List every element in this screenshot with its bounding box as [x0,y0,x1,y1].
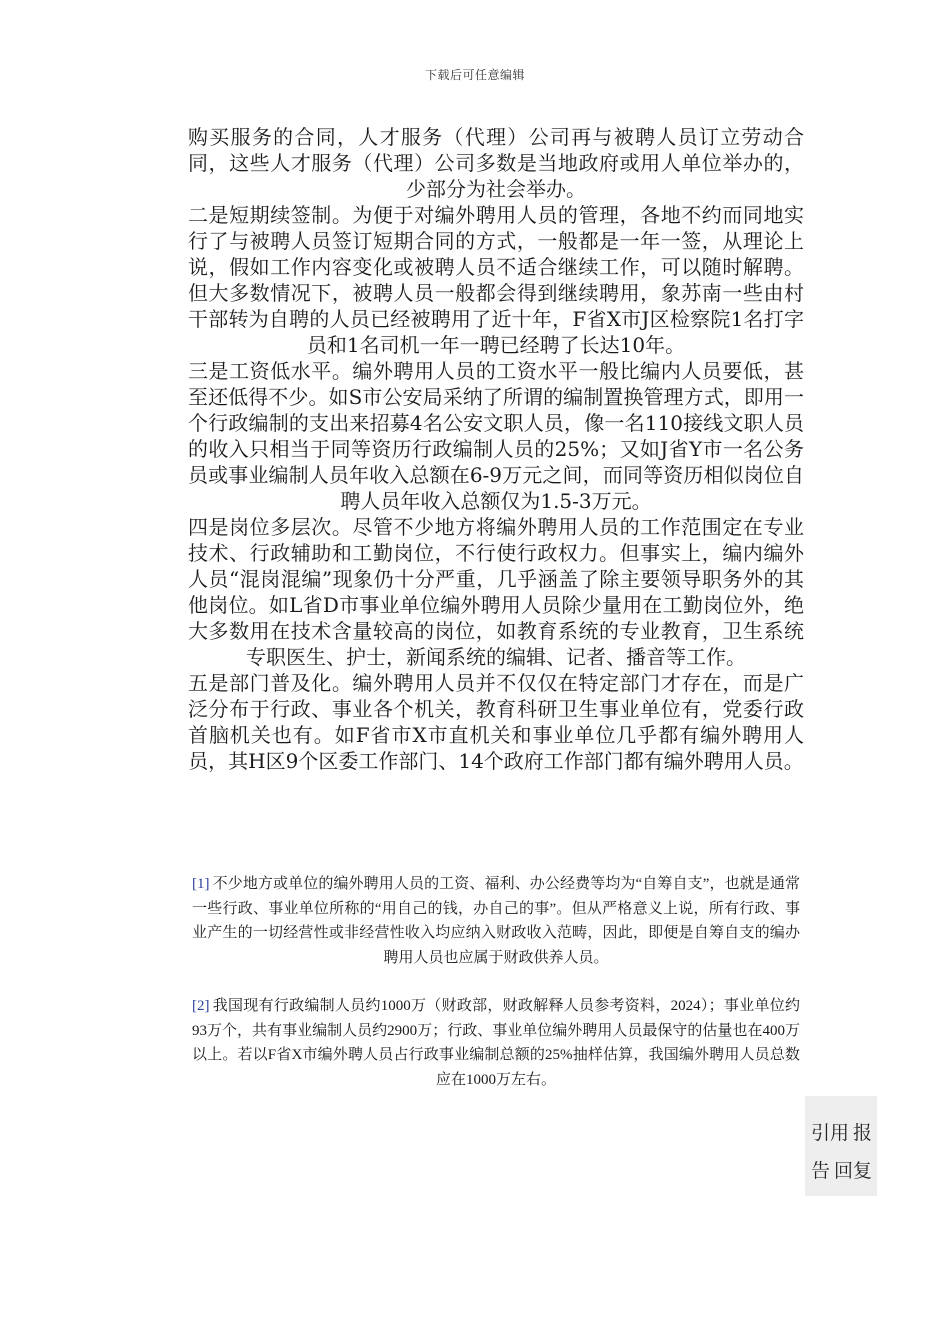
report-button[interactable]: 报 [852,1122,872,1144]
cite-button[interactable]: 引用 [811,1122,850,1144]
paragraph-low-wages: 三是工资低水平。编外聘用人员的工资水平一般比编内人员要低，甚至还低得不少。如S市公安局采纳了所谓的编制置换管理方式，即用一个行政编制的支出来招募4名公安文职人员，像一名110接线文职人员的收入只相当于同等资历行政编制人员的25%；又如J省Y市一名公务员或事业编制人员年收入总额在6-9万元之间，而同等资历相似岗位自聘人员年收入总额仅为1.5-3万元。 [188,359,804,513]
paragraph-multi-level-posts: 四是岗位多层次。尽管不少地方将编外聘用人员的工作范围定在专业技术、行政辅助和工勤岗位，不行使行政权力。但事实上，编内编外人员“混岗混编”现象仍十分严重，几乎涵盖了除主要领导职务外的其他岗位。如L省D市事业单位编外聘用人员除少量用在工勤岗位外，绝大多数用在技术含量较高的岗位，如教育系统的专业教育，卫生系统专职医生、护士，新闻系统的编辑、记者、播音等工作。 [188,515,804,669]
side-toolbar-row-2 [811,1146,872,1196]
footnote-1 [188,872,804,970]
paragraph-continuation: 购买服务的合同，人才服务（代理）公司再与被聘人员订立劳动合同，这些人才服务（代理）公司多数是当地政府或用人单位举办的，少部分为社会举办。 [188,125,804,201]
paragraph-department-spread: 五是部门普及化。编外聘用人员并不仅仅在特定部门才存在，而是广泛分布于行政、事业各个机关，教育科研卫生事业单位有，党委行政首脑机关也有。如F省市X市直机关和事业单位几乎都有编外聘用人员，其H区9个区委工作部门、14个政府工作部门都有编外聘用人员。 [188,671,804,773]
page-header: 下载后可任意编辑 [424,68,525,82]
reply-button[interactable]: 回复 [833,1160,872,1182]
side-toolbar [805,1096,877,1196]
report-button-continued[interactable]: 告 [811,1160,831,1182]
footnote-text-1: 不少地方或单位的编外聘用人员的工资、福利、办公经费等均为“自筹自支”，也就是通常一些行政、事业单位所称的“用自己的钱，办自己的事”。但从严格意义上说，所有行政、事业产生的一切经营性或非经营性收入均应纳入财政收入范畴，因此，即便是自筹自支的编办聘用人员也应属于财政供养人员。 [192,876,800,966]
footnotes [188,872,804,1116]
footnote-2 [188,994,804,1092]
body-text [188,124,804,774]
paragraph-short-term-renewal: 二是短期续签制。为便于对编外聘用人员的管理，各地不约而同地实行了与被聘人员签订短期合同的方式，一般都是一年一签，从理论上说，假如工作内容变化或被聘人员不适合继续工作，可以随时解聘。但大多数情况下，被聘人员一般都会得到继续聘用，象苏南一些由村干部转为自聘的人员已经被聘用了近十年，F省X市J区检察院1名打字员和1名司机一年一聘已经聘了长达10年。 [188,203,804,357]
footnote-text-2: 我国现有行政编制人员约1000万（财政部，财政解释人员参考资料，2024）；事业单位约93万个，共有事业编制人员约2900万；行政、事业单位编外聘用人员最保守的估量也在400万以上。若以F省X市编外聘人员占行政事业编制总额的25%抽样估算，我国编外聘用人员总数应在1000万左右。 [192,998,800,1088]
footnote-ref-2[interactable]: [2] [192,998,210,1014]
footnote-ref-1[interactable]: [1] [192,876,210,892]
